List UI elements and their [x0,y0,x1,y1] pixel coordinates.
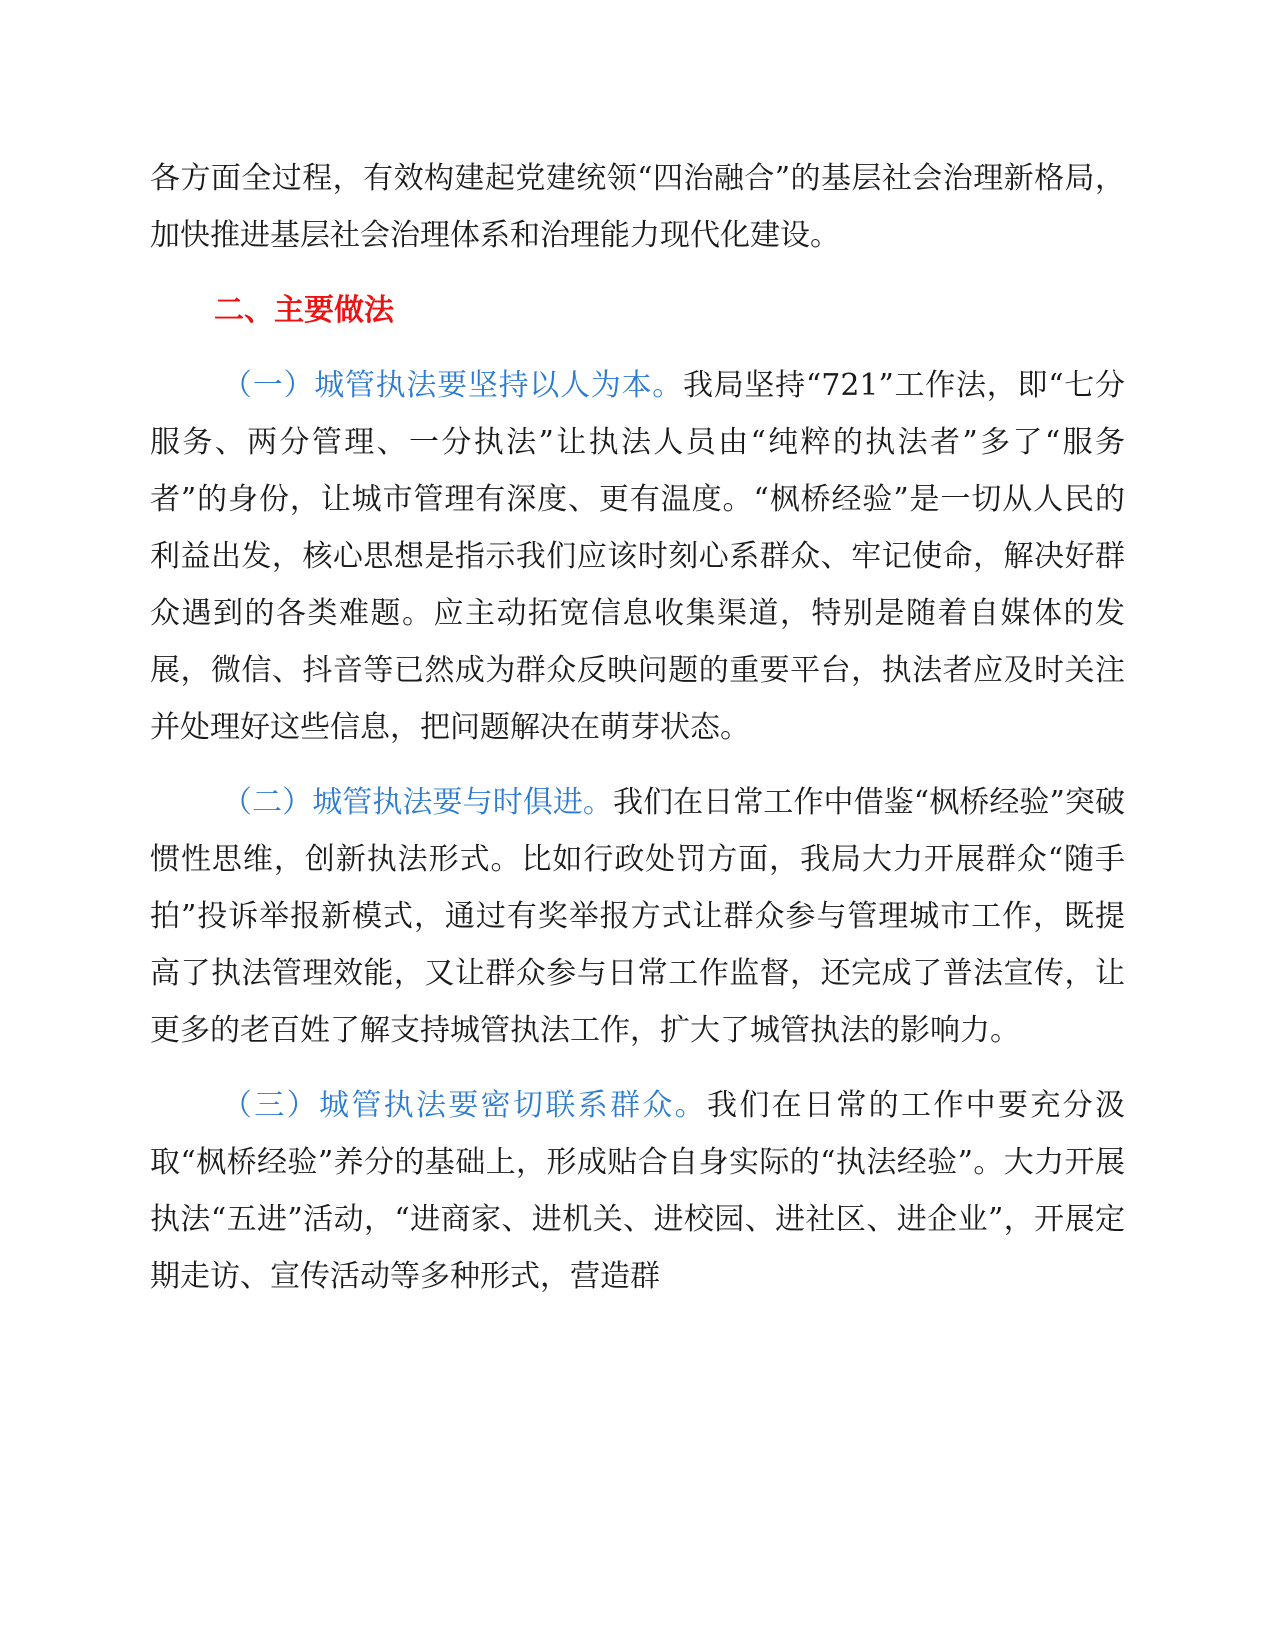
body-item-1: 我局坚持“721”工作法，即“七分服务、两分管理、一分执法”让执法人员由“纯粹的执法者”多了“服务者”的身份，让城市管理有深度、更有温度。“枫桥经验”是一切从人民的利益出发，核心思想是指示我们应该时刻心系群众、牢记使命，解决好群众遇到的各类难题。应主动拓宽信息收集渠道，特别是随着自媒体的发展，微信、抖音等已然成为群众反映问题的重要平台，执法者应及时关注并处理好这些信息，把问题解决在萌芽状态。 [150,368,1126,745]
paragraph-item-3 [150,1077,1125,1305]
subheading-item-3: （三）城管执法要密切联系群众。 [222,1088,707,1123]
document-body [150,150,1125,1305]
body-item-2: 我们在日常工作中借鉴“枫桥经验”突破惯性思维，创新执法形式。比如行政处罚方面，我局大力开展群众“随手拍”投诉举报新模式，通过有奖举报方式让群众参与管理城市工作，既提高了执法管理效能，又让群众参与日常工作监督，还完成了普法宣传，让更多的老百姓了解支持城管执法工作，扩大了城管执法的影响力。 [150,785,1125,1048]
section-heading: 二、主要做法 [214,293,394,328]
subheading-item-2: （二）城管执法要与时俱进。 [222,785,614,820]
intro-paragraph: 各方面全过程，有效构建起党建统领“四治融合”的基层社会治理新格局，加快推进基层社会治理体系和治理能力现代化建设。 [150,161,1125,253]
body-item-3: 我们在日常的工作中要充分汲取“枫桥经验”养分的基础上，形成贴合自身实际的“执法经验”。大力开展执法“五进”活动，“进商家、进机关、进校园、进社区、进企业”，开展定期走访、宣传活动等多种形式，营造群 [150,1088,1125,1294]
subheading-item-1: （一）城管执法要坚持以人为本。 [222,368,683,403]
paragraph-item-1 [150,357,1125,756]
paragraph-item-2 [150,774,1125,1059]
